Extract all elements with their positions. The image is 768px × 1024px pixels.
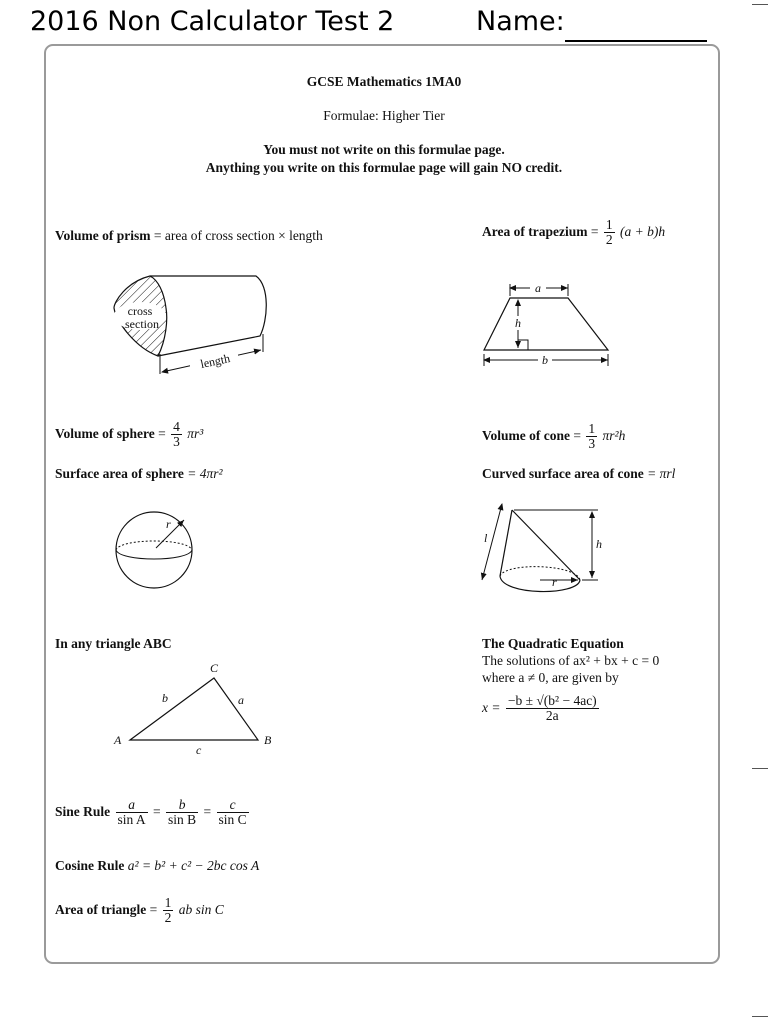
cone-volume-num: 1 [588, 421, 596, 436]
trapezium-tail: (a + b)h [619, 223, 666, 239]
sine-a-den: sin A [117, 812, 146, 828]
triangle-area-half [163, 896, 174, 925]
trapezium-b-text: b [542, 353, 548, 367]
prism-expression: = area of cross section × length [153, 228, 323, 243]
sphere-volume-den: 3 [173, 434, 180, 450]
cone-volume-den: 3 [588, 436, 596, 452]
triangle-c-text: c [196, 743, 202, 757]
trapezium-half-den: 2 [605, 232, 613, 248]
trapezium-label: Area of trapezium [482, 223, 588, 239]
sphere-volume-formula [55, 420, 203, 449]
prism-cross-text: cross [127, 304, 153, 318]
cosine-rule-label: Cosine Rule [55, 858, 125, 873]
triangle-a-text: a [238, 693, 244, 707]
trapezium-h-text: h [515, 316, 521, 330]
sine-c-fraction [217, 798, 249, 827]
sphere-volume-num: 4 [173, 419, 180, 434]
sine-rule-label: Sine Rule [55, 803, 111, 819]
sphere-four-thirds [171, 420, 182, 449]
triangle-area-formula [55, 896, 224, 925]
edge-mark-bottom [752, 1016, 768, 1017]
sphere-surface-formula [55, 466, 223, 482]
triangle-C-text: C [210, 661, 219, 675]
formula-sheet [44, 44, 720, 964]
trapezium-half-num: 1 [605, 217, 613, 232]
quadratic-numerator: −b ± √(b² − 4ac) [507, 693, 597, 708]
prism-length-text: length [199, 351, 232, 372]
sine-equals-2: = [203, 803, 212, 819]
cone-l-text: l [484, 531, 488, 545]
prism-label: Volume of prism [55, 228, 151, 243]
quadratic-x-equals: x = [482, 699, 501, 715]
triangle-area-label: Area of triangle [55, 901, 147, 917]
cone-volume-tail: πr²h [602, 427, 626, 443]
triangle-A-text: A [114, 733, 122, 747]
warning-line-1: You must not write on this formulae page. [263, 142, 505, 157]
sphere-volume-equals: = [158, 425, 166, 441]
prism-formula [55, 228, 323, 244]
sphere-volume-label: Volume of sphere [55, 425, 155, 441]
trapezium-a-text: a [535, 281, 541, 295]
cone-diagram [478, 502, 608, 598]
quadratic-denominator: 2a [545, 708, 559, 724]
sine-c-den: sin C [218, 812, 247, 828]
trapezium-equals: = [590, 223, 599, 239]
trapezium-formula [482, 218, 665, 247]
sphere-volume-tail: πr³ [187, 425, 204, 441]
cone-curved-formula [482, 466, 675, 482]
quadratic-line-2: where a ≠ 0, are given by [482, 670, 619, 685]
name-answer-line [565, 40, 707, 42]
cone-one-third [586, 422, 597, 451]
sine-b-den: sin B [168, 812, 197, 828]
sine-b-num: b [166, 798, 198, 813]
cone-volume-equals: = [573, 427, 581, 443]
cone-volume-formula [482, 422, 625, 451]
sphere-surface-expression: = 4πr² [187, 466, 223, 481]
sine-equals-1: = [153, 803, 161, 819]
triangle-B-text: B [264, 733, 272, 747]
sine-a-num: a [116, 798, 148, 813]
page-title: 2016 Non Calculator Test 2 [30, 6, 395, 37]
quadratic-heading: The Quadratic Equation [482, 636, 624, 651]
trapezium-diagram [478, 281, 618, 368]
triangle-heading: In any triangle ABC [55, 636, 172, 651]
edge-mark-top [752, 4, 768, 5]
name-label: Name: [476, 6, 565, 37]
triangle-area-equals: = [149, 901, 158, 917]
triangle-area-tail: ab sin C [178, 901, 224, 917]
sphere-r-text: r [166, 517, 171, 531]
triangle-area-num: 1 [164, 895, 172, 910]
formulae-subtitle: Formulae: Higher Tier [323, 108, 445, 123]
sine-rule [55, 798, 251, 827]
sine-c-num: c [217, 798, 249, 813]
cosine-rule-expression: a² = b² + c² − 2bc cos A [127, 858, 260, 873]
cone-volume-label: Volume of cone [482, 427, 570, 443]
edge-mark-middle [752, 768, 768, 769]
cone-curved-expression: = πrl [647, 466, 676, 481]
warning-line-2: Anything you write on this formulae page will gain NO credit. [205, 160, 563, 175]
cone-curved-label: Curved surface area of cone [482, 466, 644, 481]
prism-section-text: section [125, 317, 159, 331]
cone-h-text: h [596, 537, 602, 551]
sphere-diagram [110, 506, 202, 590]
quadratic-fraction [506, 694, 599, 723]
exam-title: GCSE Mathematics 1MA0 [306, 74, 462, 89]
trapezium-half [604, 218, 615, 247]
triangle-b-text: b [162, 691, 168, 705]
prism-diagram [108, 268, 278, 383]
cosine-rule [55, 858, 259, 874]
sphere-surface-label: Surface area of sphere [55, 466, 184, 481]
cone-r-text: r [552, 575, 557, 589]
triangle-area-den: 2 [164, 910, 172, 926]
triangle-diagram [110, 658, 280, 758]
quadratic-formula [482, 694, 601, 723]
sine-b-fraction [166, 798, 198, 827]
sine-a-fraction [116, 798, 148, 827]
quadratic-line-1: The solutions of ax² + bx + c = 0 [482, 653, 660, 668]
